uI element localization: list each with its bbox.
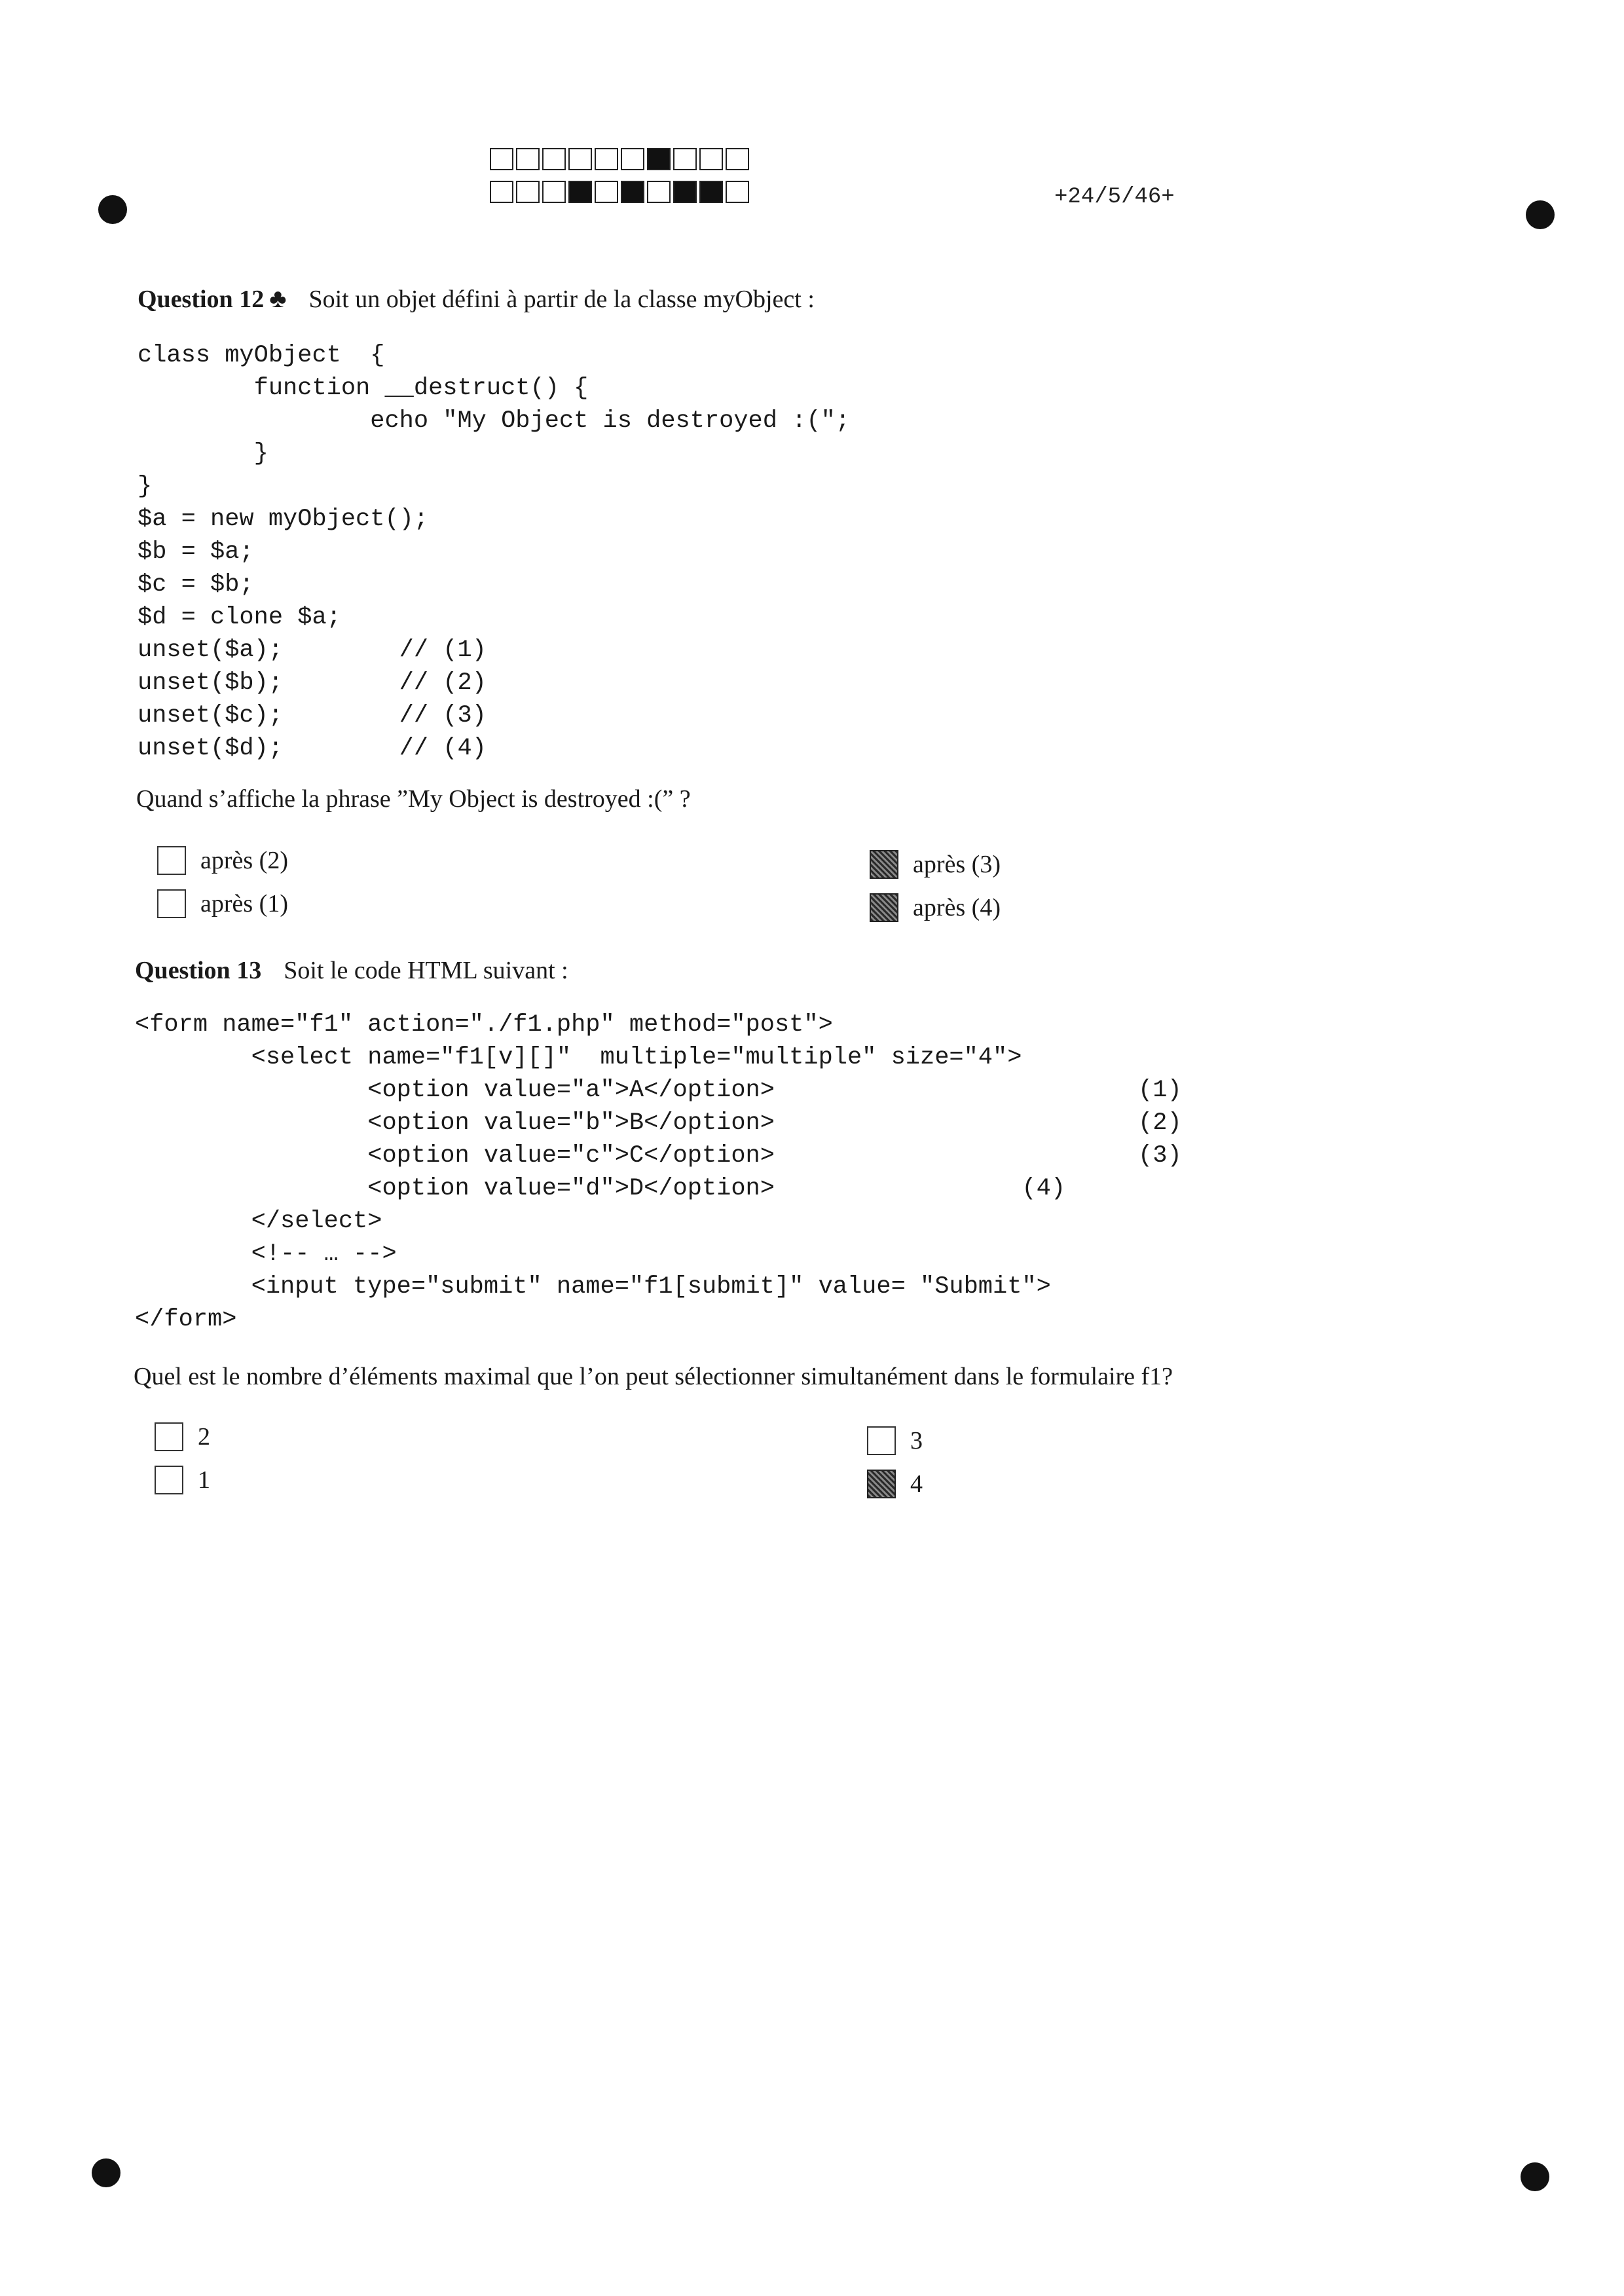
barcode-cell — [647, 148, 671, 170]
registration-dot-bottom-right — [1521, 2162, 1549, 2191]
barcode-cell — [699, 148, 723, 170]
question-12-code: class myObject { function __destruct() { echo "My Object is destroyed :("; } } $a = new myObject(); $b = $a; $c = $b; $d = clone $a; unset($a); // (1) unset($b); // (2) unset($c); // (3) unset($d); // (4) — [138, 342, 850, 762]
checkbox[interactable] — [870, 893, 898, 922]
choice-label: après (3) — [913, 851, 1001, 878]
checkbox[interactable] — [155, 1466, 183, 1494]
checkbox[interactable] — [157, 889, 186, 918]
checkbox[interactable] — [155, 1422, 183, 1451]
page-id: +24/5/46+ — [1054, 185, 1175, 210]
question-12-prompt: Quand s’affiche la phrase ”My Object is destroyed :(” ? — [136, 785, 691, 813]
barcode-row-1 — [490, 148, 752, 170]
q13-choice-1[interactable] — [155, 1422, 210, 1451]
choice-label: 2 — [198, 1423, 210, 1451]
barcode-cell — [621, 148, 644, 170]
barcode-cell — [568, 148, 592, 170]
barcode-cell — [490, 148, 513, 170]
question-13-prompt: Quel est le nombre d’éléments maximal que l’on peut sélectionner simultanément dans le formulaire f1? — [134, 1363, 1173, 1390]
registration-dot-top-right — [1526, 200, 1555, 229]
question-12-text: Soit un objet défini à partir de la classe myObject : — [308, 286, 815, 313]
registration-dot-top-left — [98, 195, 127, 224]
barcode-cell — [621, 181, 644, 203]
checkbox[interactable] — [867, 1470, 896, 1498]
registration-dot-bottom-left — [92, 2158, 120, 2187]
barcode-cell — [595, 181, 618, 203]
choice-label: après (1) — [200, 890, 288, 917]
barcode-cell — [516, 181, 540, 203]
barcode-cell — [699, 181, 723, 203]
choice-label: après (4) — [913, 894, 1001, 921]
q13-choice-2[interactable] — [155, 1466, 210, 1494]
barcode-cell — [542, 181, 566, 203]
question-12-number: Question 12 — [138, 286, 265, 313]
barcode-cell — [516, 148, 540, 170]
checkbox[interactable] — [157, 846, 186, 875]
barcode-cell — [595, 148, 618, 170]
choice-label: 1 — [198, 1466, 210, 1494]
choice-label: après (2) — [200, 847, 288, 874]
barcode-cell — [490, 181, 513, 203]
barcode-cell — [726, 181, 749, 203]
question-13-code: <form name="f1" action="./f1.php" method="post"> <select name="f1[v][]" multiple="multiple" size="4"> <option value="a">A</option> (1) <option value="b">B</option> (2) <option value="c">C</option> (3) <option value="d">D</option> (4) </select> <!-- … --> <input type="submit" name="f1[submit]" value= "Submit"> </form> — [135, 1011, 1182, 1333]
choice-label: 4 — [910, 1470, 923, 1498]
barcode-row-2 — [490, 181, 752, 203]
question-13-text: Soit le code HTML suivant : — [284, 957, 568, 984]
barcode-cell — [647, 181, 671, 203]
barcode-cell — [726, 148, 749, 170]
barcode-cell — [542, 148, 566, 170]
q12-choice-2[interactable] — [157, 889, 288, 918]
q13-choice-4[interactable] — [867, 1470, 923, 1498]
checkbox[interactable] — [867, 1426, 896, 1455]
q12-choice-1[interactable] — [157, 846, 288, 875]
question-13-header — [135, 956, 568, 985]
choice-label: 3 — [910, 1427, 923, 1454]
barcode-cell — [568, 181, 592, 203]
question-13-number: Question 13 — [135, 957, 262, 984]
question-12-header — [138, 283, 815, 314]
barcode-cell — [673, 148, 697, 170]
q13-choice-3[interactable] — [867, 1426, 923, 1455]
barcode-cell — [673, 181, 697, 203]
checkbox[interactable] — [870, 850, 898, 879]
multiple-answer-club-icon: ♣ — [269, 284, 287, 313]
q12-choice-4[interactable] — [870, 893, 1001, 922]
q12-choice-3[interactable] — [870, 850, 1001, 879]
